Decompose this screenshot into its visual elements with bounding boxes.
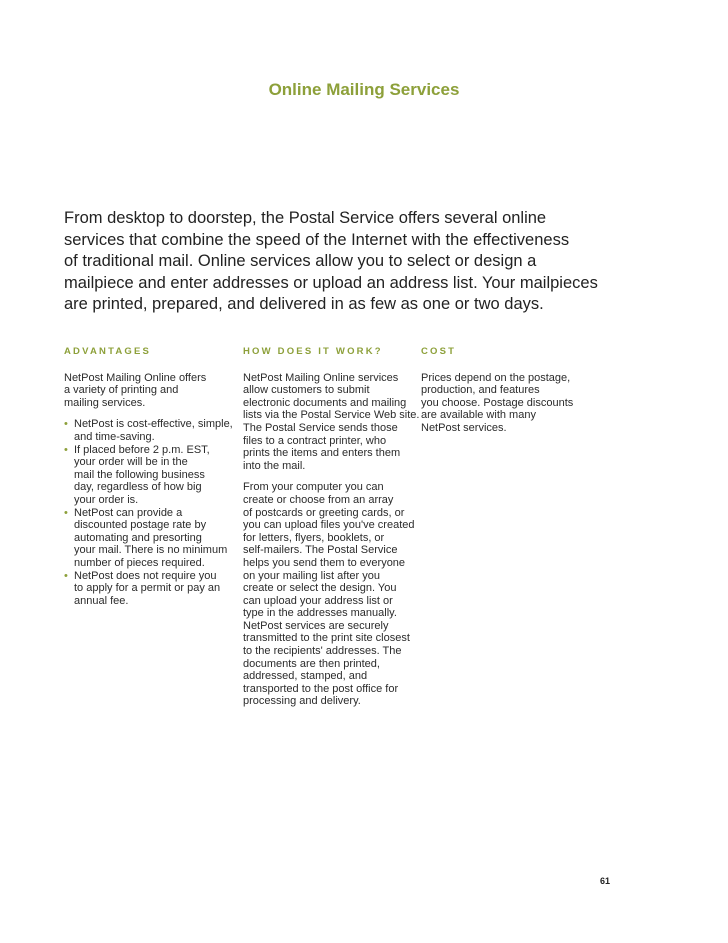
how-text: NetPost Mailing Online services	[243, 371, 399, 384]
advantages-column	[64, 346, 234, 607]
cost-text: NetPost services.	[421, 421, 507, 434]
bullet-icon: •	[64, 418, 68, 431]
advantages-text: mailing services.	[64, 396, 146, 409]
how-text: type in the addresses manually.	[243, 607, 397, 620]
how-text: transported to the post office for	[243, 682, 399, 695]
bullet-line: NetPost does not require you	[74, 569, 217, 582]
how-text: self-mailers. The Postal Service	[243, 544, 398, 557]
cost-text: production, and features	[421, 384, 540, 397]
cost-column	[421, 346, 591, 435]
bullet-line: your mail. There is no minimum	[74, 544, 228, 557]
advantages-text: NetPost Mailing Online offers	[64, 371, 207, 384]
bullet-icon: •	[64, 506, 68, 519]
how-text: helps you send them to everyone	[243, 556, 406, 569]
advantages-heading: ADVANTAGES	[64, 346, 152, 357]
advantage-bullet	[64, 418, 234, 443]
bullet-line: automating and presorting	[74, 531, 202, 544]
intro-line: mailpiece and enter addresses or upload an address list. Your mailpieces	[64, 273, 598, 292]
how-it-works-column	[243, 346, 420, 708]
bullet-line: day, regardless of how big	[74, 481, 202, 494]
how-it-works-heading: HOW DOES IT WORK?	[243, 346, 383, 357]
bullet-line: If placed before 2 p.m. EST,	[74, 443, 210, 456]
bullet-line: number of pieces required.	[74, 556, 205, 569]
how-text: NetPost services are securely	[243, 619, 389, 632]
how-text: into the mail.	[243, 459, 306, 472]
intro-line: are printed, prepared, and delivered in as few as one or two days.	[64, 295, 544, 314]
advantage-bullet	[64, 570, 234, 608]
bullet-line: to apply for a permit or pay an	[74, 582, 221, 595]
how-text: of postcards or greeting cards, or	[243, 506, 405, 519]
intro-line: services that combine the speed of the Internet with the effectiveness	[64, 230, 570, 249]
how-text: processing and delivery.	[243, 695, 361, 708]
how-text: you can upload files you've created	[243, 519, 415, 532]
bullet-icon: •	[64, 569, 68, 582]
intro-line: of traditional mail. Online services allow you to select or design a	[64, 252, 537, 271]
bullet-line: your order is.	[74, 493, 139, 506]
how-text: The Postal Service sends those	[243, 421, 398, 434]
cost-text: you choose. Postage discounts	[421, 396, 574, 409]
bullet-line: mail the following business	[74, 468, 205, 481]
intro-paragraph	[64, 208, 664, 316]
bullet-line: NetPost is cost-effective, simple,	[74, 418, 233, 431]
how-text: addressed, stamped, and	[243, 670, 368, 683]
bullet-line: annual fee.	[74, 594, 129, 607]
how-text: for letters, flyers, booklets, or	[243, 531, 385, 544]
advantage-bullet	[64, 507, 234, 570]
intro-line: From desktop to doorstep, the Postal Service offers several online	[64, 209, 547, 227]
how-text: create or select the design. You	[243, 582, 397, 595]
cost-text: are available with many	[421, 409, 536, 422]
how-text: create or choose from an array	[243, 493, 394, 506]
advantages-text: a variety of printing and	[64, 384, 179, 397]
page-number: 61	[600, 876, 611, 886]
how-text: lists via the Postal Service Web site.	[243, 409, 420, 422]
bullet-icon: •	[64, 443, 68, 456]
how-text: allow customers to submit	[243, 384, 370, 397]
bullet-line: NetPost can provide a	[74, 506, 183, 519]
how-text: electronic documents and mailing	[243, 396, 407, 409]
how-text: prints the items and enters them	[243, 447, 401, 460]
how-text: transmitted to the print site closest	[243, 632, 410, 645]
how-text: From your computer you can	[243, 481, 384, 494]
how-text: to the recipients' addresses. The	[243, 645, 402, 658]
how-text: can upload your address list or	[243, 594, 393, 607]
bullet-line: and time-saving.	[74, 430, 155, 443]
bullet-line: your order will be in the	[74, 456, 188, 469]
bullet-line: discounted postage rate by	[74, 519, 207, 532]
how-text: on your mailing list after you	[243, 569, 380, 582]
cost-heading: COST	[421, 346, 457, 357]
how-text: files to a contract printer, who	[243, 434, 387, 447]
cost-text: Prices depend on the postage,	[421, 371, 571, 384]
advantage-bullet	[64, 444, 234, 507]
how-text: documents are then printed,	[243, 657, 380, 670]
page-title: Online Mailing Services	[268, 80, 460, 99]
